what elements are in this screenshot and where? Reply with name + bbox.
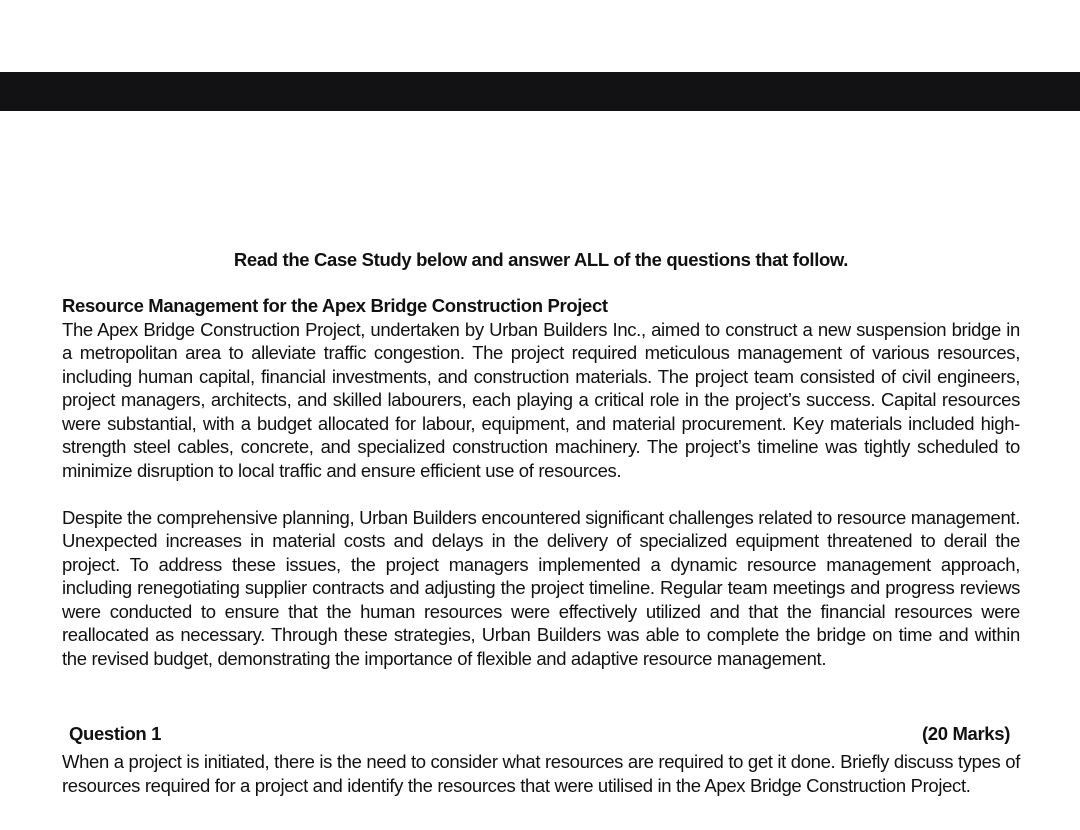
case-study-paragraph-1: The Apex Bridge Construction Project, undertaken by Urban Builders Inc., aimed to construct a new suspension bridge in a metropolitan area to alleviate traffic congestion. The project required meticulous management of various resources, including human capital, financial investments, and construction materials. The project team consisted of civil engineers, project managers, architects, and skilled labourers, each playing a critical role in the project’s success. Capital resources were substantial, with a budget allocated for labour, equipment, and material procurement. Key materials included high-strength steel cables, concrete, and specialized construction machinery. The project’s timeline was tightly scheduled to minimize disruption to local traffic and ensure efficient use of resources.: [62, 318, 1020, 481]
case-study-title: Resource Management for the Apex Bridge Construction Project: [62, 295, 608, 316]
question-marks: (20 Marks): [921, 723, 1010, 744]
document-page: [62, 248, 1020, 797]
question-header: [62, 722, 1020, 746]
question-label: Question 1: [69, 723, 162, 744]
case-study-paragraph-2: Despite the comprehensive planning, Urban Builders encountered significant challenges related to resource management. Unexpected increases in material costs and delays in the delivery of specialized equipment threatened to derail the project. To address these issues, the project managers implemented a dynamic resource management approach, including renegotiating supplier contracts and adjusting the project timeline. Regular team meetings and progress reviews were conducted to ensure that the human resources were effectively utilized and that the financial resources were reallocated as necessary. Through these strategies, Urban Builders was able to complete the bridge on time and within the revised budget, demonstrating the importance of flexible and adaptive resource management.: [62, 506, 1020, 669]
instruction-heading: Read the Case Study below and answer ALL of the questions that follow.: [233, 249, 849, 270]
top-header-bar: [0, 72, 1080, 111]
question-text: When a project is initiated, there is the need to consider what resources are required to get it done. Briefly discuss types of resources required for a project and identify the resources that were utilised in the Apex Bridge Construction Project.: [62, 751, 1020, 796]
